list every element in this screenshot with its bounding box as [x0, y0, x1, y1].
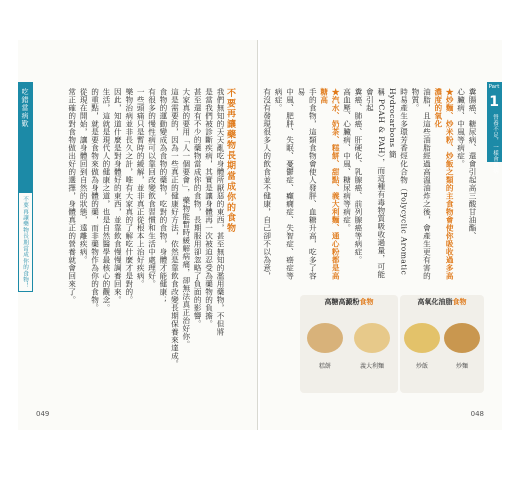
page-number-left: 049 — [36, 410, 50, 418]
text-column: 這是需要的，因為一些真正的健康好方法，依然是靠飲食改變長期保養來達成。 — [170, 88, 180, 368]
text-column: 油脂，且這些油脂經過高溫油炸之後，會產生更有害的物質。 — [410, 88, 432, 280]
section-heading: 不要再讓藥物長期當成你的食物 — [225, 88, 235, 234]
text-column: 時易產生多環芳香烴化合物（Polycyclic Aromatic Hydrocarbons 簡 — [388, 88, 409, 276]
food-item-pasta — [350, 315, 394, 371]
text-column: 中風、肥胖、失眠、憂鬱症、癲癇症、失智症、癌症等病症。 — [274, 88, 295, 280]
text-column: 是當我們被診斷疾病，其實是讓身體再一次被迫忍受為藥物的負擔。 — [204, 88, 214, 328]
food-item-fried-noodles — [440, 315, 484, 371]
pastry-image — [307, 323, 343, 353]
right-body-text — [262, 88, 478, 286]
food-item-pastry — [303, 315, 347, 371]
text-column: 甚至還有不少的藥物當成你的食物，長期服用卻忽略了負面的影響。 — [193, 88, 203, 328]
page-number-right: 048 — [470, 410, 484, 418]
food-panel-title-suffix: 食物 — [359, 298, 374, 306]
pasta-image — [354, 323, 390, 353]
side-tab-label: 吃錯當病歎 — [21, 88, 29, 128]
text-column: ★汽水、奶茶、糕餅、甜點、義大利麵、通心粉都是高糖高 — [319, 88, 341, 280]
text-column: 從現在開始，讓身體回到自然的狀態，遠離疾病。 — [79, 88, 89, 264]
food-label: 炒飯 — [415, 363, 428, 370]
text-column: 食物的運動變成為食物的藥物，吃對的食物，身體才能健康； — [158, 88, 168, 304]
text-column: 我們無知的天天亂吃身體所厭惡的東西，甚至無知的濫用藥物，不但將 — [216, 88, 225, 336]
food-label: 糕餅 — [318, 363, 331, 370]
food-panel-title-prefix: 高糖高澱粉 — [324, 298, 360, 306]
text-column: 常正確的對食物做出好的選擇，身體真正的營養就會回來了。 — [67, 88, 77, 304]
food-panel-title-prefix: 高氧化油脂 — [417, 298, 453, 306]
food-panel-starch — [300, 295, 398, 393]
food-panel-oil — [400, 295, 484, 393]
text-column: 因此，知道什麼是對身體好的東西，並靠飲食慢慢調養回來。 — [113, 88, 123, 304]
text-column: ★炒麵、炒米粉、炒飯之類的主食物會使你吸收過多高濃度的氧化 — [433, 88, 455, 280]
text-column: 的重點，就是要食物來做為身體的藥，而非藥物作為你的食物。 — [90, 88, 100, 312]
text-column: 稱 PCAH & PAH），而這種有毒物質吸收過量，可能會引起 — [365, 88, 386, 279]
left-body-text — [46, 88, 226, 388]
food-label: 義大利麵 — [359, 363, 384, 370]
food-illustration-box — [300, 295, 484, 393]
food-panel-title-suffix: 食物 — [452, 298, 467, 306]
side-subtitle: 不要再讓藥物長期當成你的食物！ — [22, 196, 28, 289]
text-column: 大家真的要用「人一個要會」，藥物能暫時緩解病痛，卻無法真正治好你。 — [181, 88, 191, 349]
text-column: 高血壓、心臟病、中風、糖尿病等病症。 — [342, 88, 352, 232]
text-column: 一些頭痛只是暫時的緩解，並非真正從根本上治好疾病。 — [136, 88, 146, 288]
text-column: 糞癌、肺癌、肝硬化、乳腺癌、前列腺癌等病症。 — [353, 88, 363, 264]
text-column: 手的食物，這類食物會使人發胖、血糖升高，吃多了容易 — [296, 88, 318, 280]
fried-noodles-image — [444, 323, 480, 353]
fried-rice-image — [404, 323, 440, 353]
part-number: 1 — [489, 94, 499, 110]
left-page — [18, 40, 258, 430]
part-label: Part — [488, 84, 500, 90]
text-column: 心臟病、中風等病症。 — [456, 88, 466, 168]
text-column: 有沒有發現很多人的飲食並不健康，自己卻不以為意， — [262, 88, 272, 280]
text-column: 生活，這就是現代人的健康之道，也是自然醫學最核心的觀念。 — [101, 88, 111, 312]
right-page — [260, 40, 502, 430]
food-panel-title — [300, 297, 398, 307]
text-column: 樂物治病並非長久之計，唯有大家真的了解吃什麼才是對的。 — [124, 88, 134, 304]
text-column: 有很多的慢性病可以靠回改變飲食習慣和生活中處理好。 — [147, 88, 157, 288]
food-label: 炒麵 — [455, 363, 468, 370]
food-panel-title — [400, 297, 484, 307]
food-item-fried-rice — [400, 315, 444, 371]
text-column: 糞腸癌、糖尿病、還會引起高三酸甘油酯、 — [468, 88, 477, 240]
book-spread — [18, 40, 502, 430]
part-title: 營養不足，一樣會致病 — [492, 114, 498, 174]
